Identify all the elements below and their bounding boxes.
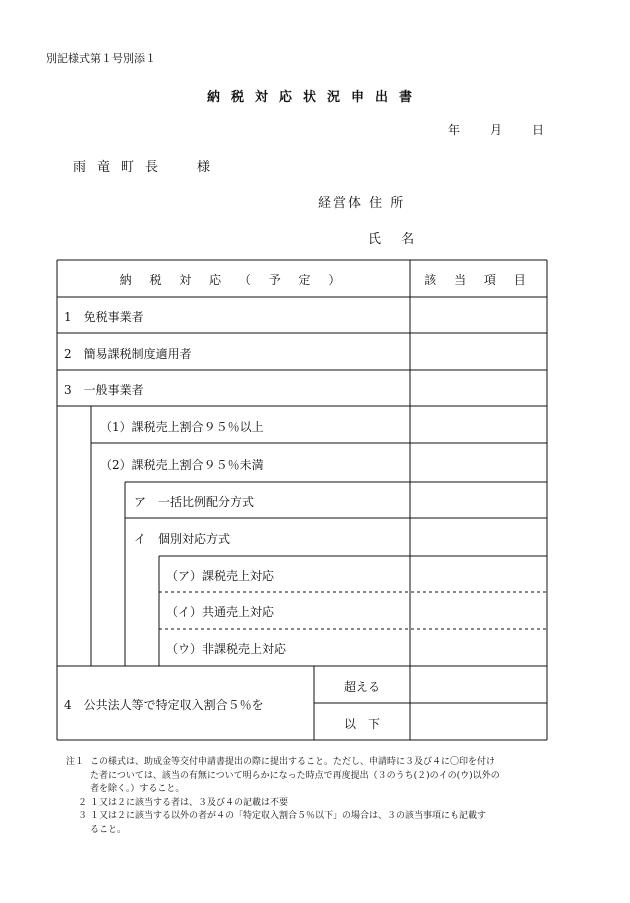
note-1-number: 注１ [66,757,85,767]
note-2: ２ １又は２に該当する者は、３及び４の記載は不要 [66,797,500,811]
header-applicable-item: 該 当 項 目 [424,273,533,287]
addressee-name: 雨竜町長 [73,160,170,175]
form-id: 別記様式第１号別添１ [46,52,156,65]
note-1: 注１ この様式は、助成金等交付申請書提出の際に提出すること。ただし、申請時に３及び４に〇印を付け た者については、該当の有無について明らかになった時点で再度提出（３のうち(２)のイの(ウ)以外の 者を除く。）すること。 [66,757,500,794]
row-common-sales: （イ）共通売上対応 [166,605,275,619]
row-taxable-sales: （ア）課税売上対応 [166,569,275,583]
date-day: 日 [532,123,545,137]
note-3: ３ １又は２に該当する以外の者が４の「特定収入割合５％以下」の場合は、３の該当事項にも記載す ること。 [78,811,487,835]
addressee [73,156,221,175]
row-general-business: 3 一般事業者 [64,383,144,397]
row-ratio-95-below: （2）課税売上割合９５％未満 [100,458,264,472]
row-nontaxable-sales: （ウ）非課税売上対応 [166,642,287,656]
note-2-number: ２ [78,797,88,808]
addressee-honorific: 様 [197,160,222,175]
date-line [448,121,544,138]
notes [66,756,500,837]
row-public-corporation: 4 公共法人等で特定収入割合５％を [64,698,264,712]
date-year: 年 [448,123,461,137]
row-individual-method: イ 個別対応方式 [134,532,231,546]
header-tax-response: 納 税 対 応 （ 予 定 ） [119,273,348,287]
name-label: 氏 名 [368,232,423,247]
note-3-number: ３ [78,811,88,821]
row-simplified-taxation: 2 簡易課税制度適用者 [64,347,192,361]
row-ratio-95-above: （1）課税売上割合９５％以上 [100,420,264,434]
row-lump-sum-method: ア 一括比例配分方式 [134,495,255,509]
address-label: 経営体 住 所 [318,196,406,211]
row-exceeds: 超える [343,680,380,694]
row-tax-exempt: 1 免税事業者 [64,310,144,324]
document-title: 納税対応状況申出書 [206,90,423,105]
row-at-or-below: 以 下 [343,717,380,731]
date-month: 月 [490,123,503,137]
